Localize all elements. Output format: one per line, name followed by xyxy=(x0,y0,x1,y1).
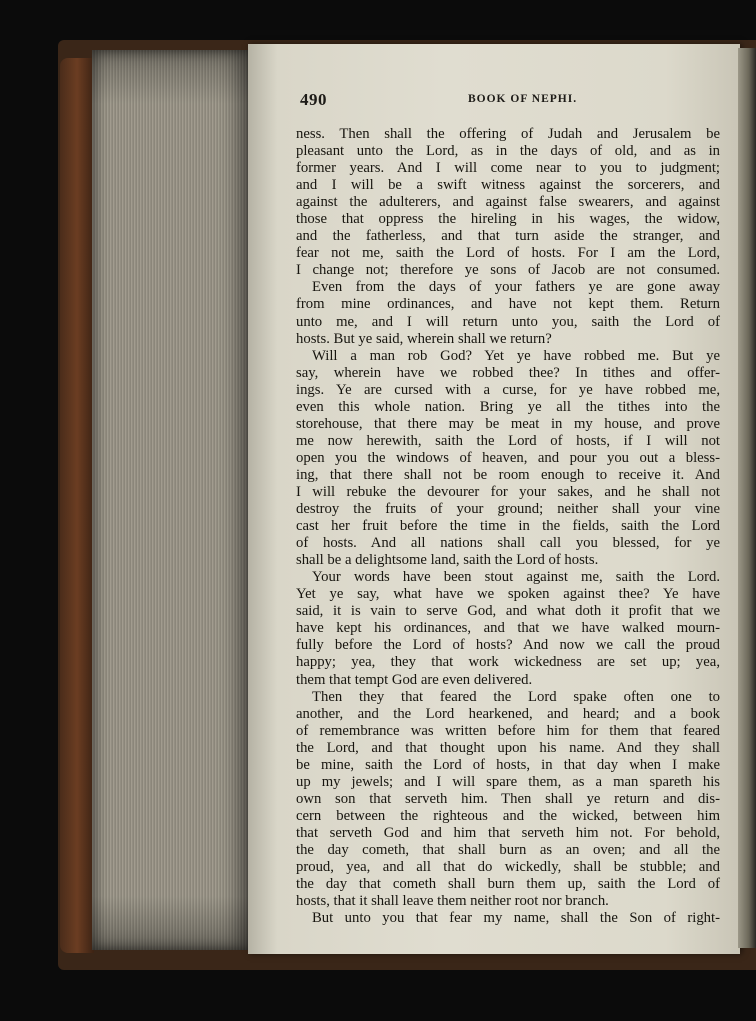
text-line: the day cometh, that shall burn as an oven; and all the xyxy=(296,841,720,858)
running-head: BOOK OF NEPHI. xyxy=(468,93,578,105)
text-line: have kept his ordinances, and that we have walked mourn- xyxy=(296,620,720,637)
text-line: ing, that there shall not be room enough to receive it. And xyxy=(296,466,720,483)
text-line: be mine, saith the Lord of hosts, in that day when I make xyxy=(296,756,720,773)
text-line: ness. Then shall the offering of Judah and Jerusalem be xyxy=(296,126,720,142)
text-line: Yet ye say, what have we spoken against thee? Ye have xyxy=(296,586,720,603)
text-line: own son that serveth him. Then shall ye return and dis- xyxy=(296,790,720,807)
text-line: them that tempt God are even delivered. xyxy=(296,671,533,688)
text-line: ings. Ye are cursed with a curse, for ye have robbed me, xyxy=(296,381,720,398)
text-line: me now herewith, saith the Lord of hosts, if I will not xyxy=(296,432,720,449)
text-line: fully before the Lord of hosts? And now we call the proud xyxy=(296,637,720,654)
text-line: destroy the fruits of your ground; neither shall your vine xyxy=(296,501,720,518)
text-line: and the fatherless, and that turn aside the stranger, and xyxy=(296,228,720,245)
text-line: hosts, that it shall leave them neither root nor branch. xyxy=(296,893,609,910)
page-number: 490 xyxy=(300,90,327,109)
text-line: the day that cometh shall burn them up, saith the Lord of xyxy=(296,876,720,893)
text-line: another, and the Lord hearkened, and heard; and a book xyxy=(296,705,720,722)
text-line: say, wherein have we robbed thee? In tithes and offer- xyxy=(296,364,720,381)
text-line: I change not; therefore ye sons of Jacob are not consumed. xyxy=(296,262,720,279)
text-line: even this whole nation. Bring ye all the tithes into the xyxy=(296,398,720,415)
text-line: Even from the days of your fathers ye are gone away xyxy=(312,279,720,296)
text-line: shall be a delightsome land, saith the Lord of hosts. xyxy=(296,552,599,569)
page-text xyxy=(296,126,720,927)
text-line: and I will be a swift witness against the sorcerers, and xyxy=(296,177,720,194)
text-line: up my jewels; and I will spare them, as a man spareth his xyxy=(296,773,720,790)
book-spine xyxy=(60,58,94,953)
text-line: of hosts. And all nations shall call you blessed, for ye xyxy=(296,535,720,552)
text-line: that serveth God and him that serveth him not. For behold, xyxy=(296,824,720,841)
text-line: former years. And I will come near to you to judgment; xyxy=(296,160,720,177)
text-line: Then they that feared the Lord spake often one to xyxy=(312,688,720,705)
text-line: unto me, and I will return unto you, saith the Lord of xyxy=(296,313,720,330)
text-line: said, it is vain to serve God, and what doth it profit that we xyxy=(296,603,720,620)
text-line: pleasant unto the Lord, as in the days of old, and as in xyxy=(296,143,720,160)
text-line: I will rebuke the devourer for your sakes, and he shall not xyxy=(296,483,720,500)
text-line: open you the windows of heaven, and pour you out a bless- xyxy=(296,449,720,466)
text-line: the Lord, and that thought upon his name. And they shall xyxy=(296,739,720,756)
text-line: from mine ordinances, and have not kept them. Return xyxy=(296,296,720,313)
text-line: cast her fruit before the time in the fields, saith the Lord xyxy=(296,518,720,535)
text-line: cern between the righteous and the wicked, between him xyxy=(296,807,720,824)
text-line: Your words have been stout against me, saith the Lord. xyxy=(312,569,720,586)
text-line: storehouse, that there may be meat in my house, and prove xyxy=(296,415,720,432)
text-line: against the adulterers, and against false swearers, and against xyxy=(296,194,720,211)
text-line: proud, yea, and all that do wickedly, shall be stubble; and xyxy=(296,859,720,876)
text-line: hosts. But ye said, wherein shall we return? xyxy=(296,330,552,347)
text-line: those that oppress the hireling in his wages, the widow, xyxy=(296,211,720,228)
page-gutter xyxy=(738,48,756,948)
text-line: happy; yea, they that work wickedness are set up; yea, xyxy=(296,654,720,671)
page-edges xyxy=(92,50,250,950)
text-line: fear not me, saith the Lord of hosts. For I am the Lord, xyxy=(296,245,720,262)
text-line: of remembrance was written before him for them that feared xyxy=(296,722,720,739)
text-line: Will a man rob God? Yet ye have robbed me. But ye xyxy=(312,347,720,364)
text-line: But unto you that fear my name, shall the Son of right- xyxy=(312,910,720,927)
page-header xyxy=(300,90,720,110)
